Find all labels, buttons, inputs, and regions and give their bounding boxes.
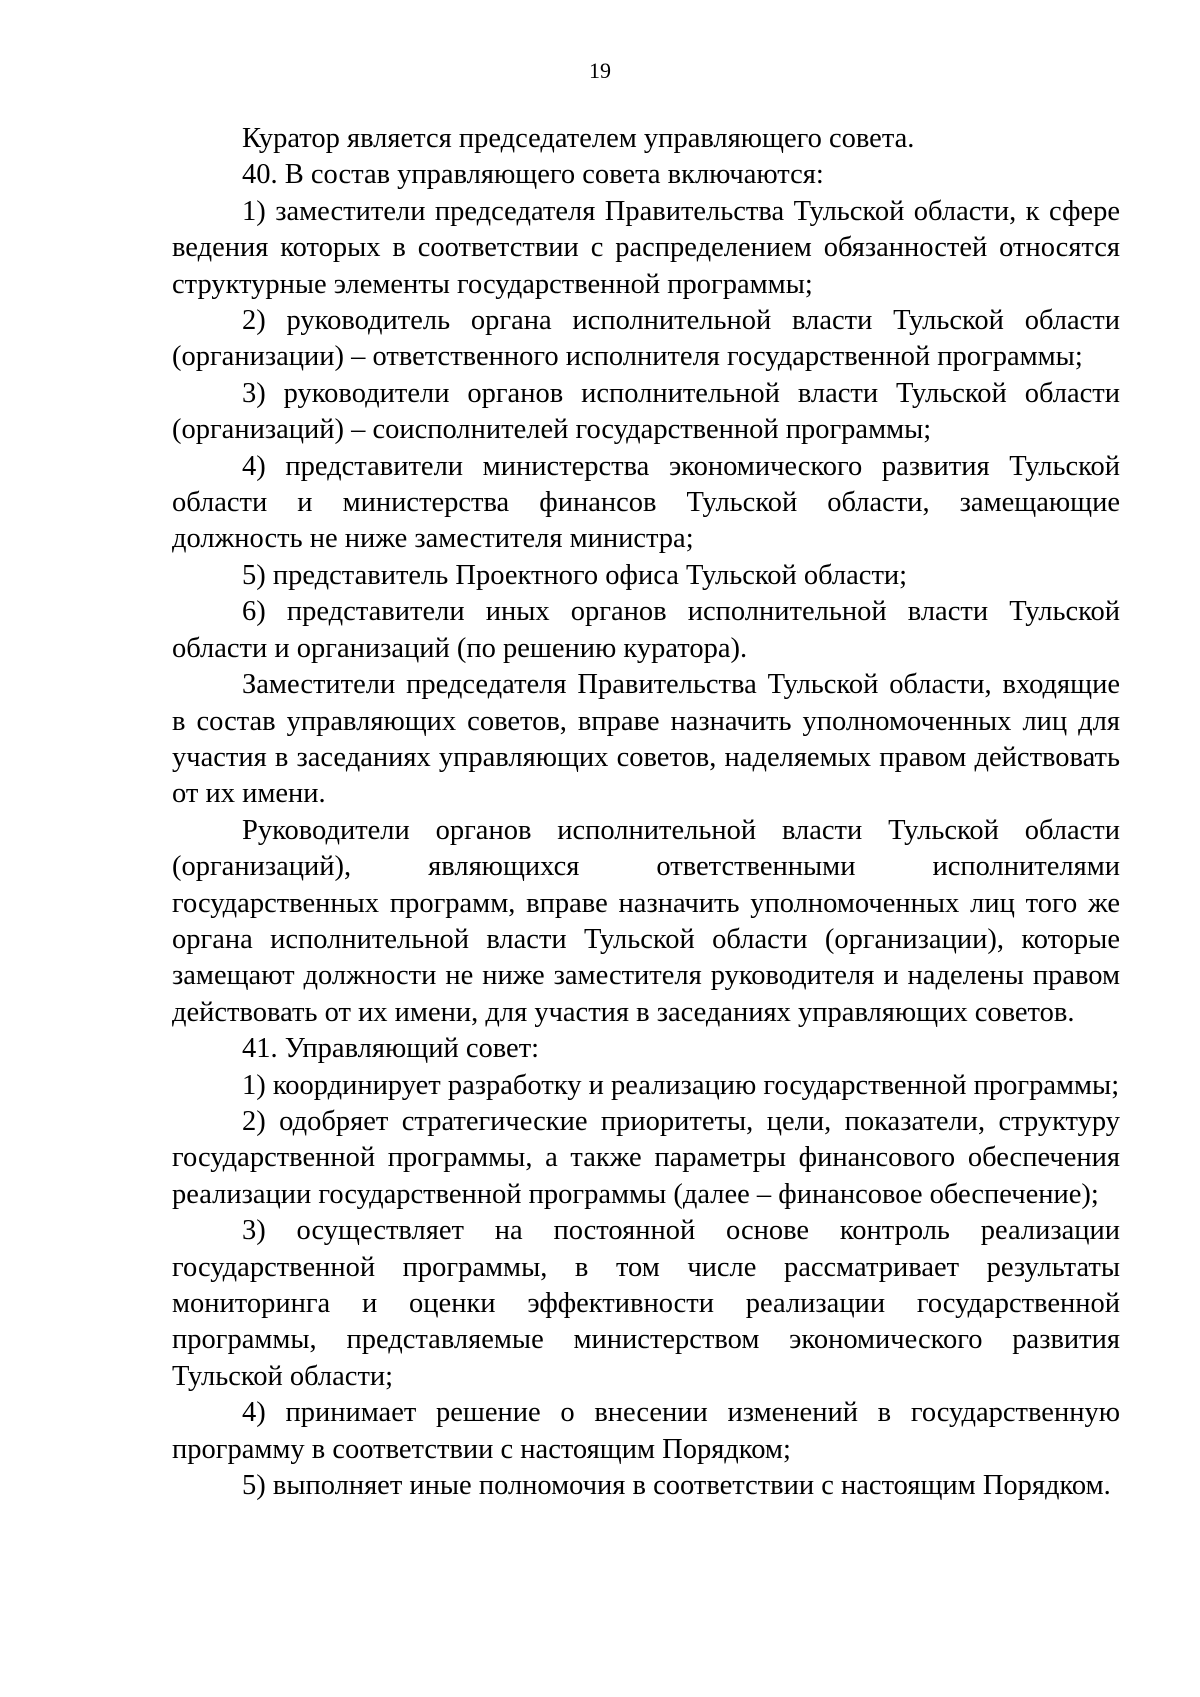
list-item-41-2: 2) одобряет стратегические приоритеты, цели, показатели, структуру государственной программы, а также параметры финансового обеспечения реализации государственной программы (далее – финансовое обеспечение); (172, 1105, 1120, 1210)
list-item-41-4: 4) принимает решение о внесении изменений в государственную программу в соответствии с настоящим Порядком; (172, 1397, 1120, 1465)
paragraph-curator-chair: Куратор является председателем управляющего совета. (242, 123, 915, 154)
list-item-40-6: 6) представители иных органов исполнительной власти Тульской области и организаций (по решению куратора). (172, 596, 1120, 664)
list-item-40-4: 4) представители министерства экономического развития Тульской области и министерства финансов Тульской области, замещающие должность не ниже заместителя министра; (172, 450, 1120, 555)
document-body (172, 121, 1120, 1504)
paragraph-deputies-proxies: Заместители председателя Правительства Тульской области, входящие в состав управляющих советов, вправе назначить уполномоченных лиц для участия в заседаниях управляющих советов, наделяемых правом действовать от их имени. (172, 669, 1120, 810)
paragraph-heads-proxies: Руководители органов исполнительной власти Тульской области (организаций), являющихся ответственными исполнителями государственных программ, вправе назначить уполномоченных лиц того же органа исполнительной власти Тульской области (организации), которые замещают должности не ниже заместителя руководителя и наделены правом действовать от их имени, для участия в заседаниях управляющих советов. (172, 814, 1120, 1028)
list-item-41-1: 1) координирует разработку и реализацию государственной программы; (242, 1069, 1120, 1101)
list-item-41-5: 5) выполняет иные полномочия в соответствии с настоящим Порядком. (242, 1470, 1111, 1502)
list-item-40-2: 2) руководитель органа исполнительной власти Тульской области (организации) – ответственного исполнителя государственной программы; (172, 305, 1120, 373)
page-number: 19 (589, 58, 611, 83)
list-item-40-5: 5) представитель Проектного офиса Тульской области; (242, 559, 908, 591)
paragraph-41-heading: 41. Управляющий совет: (242, 1033, 540, 1065)
paragraph-40-heading: 40. В состав управляющего совета включаются: (242, 159, 824, 191)
list-item-40-1: 1) заместители председателя Правительства Тульской области, к сфере ведения которых в соответствии с распределением обязанностей относятся структурные элементы государственной программы; (172, 195, 1120, 300)
list-item-41-3: 3) осуществляет на постоянной основе контроль реализации государственной программы, в том числе рассматривает результаты мониторинга и оценки эффективности реализации государственной программы, представляемые министерством экономического развития Тульской области; (172, 1215, 1120, 1392)
list-item-40-3: 3) руководители органов исполнительной власти Тульской области (организаций) – соисполнителей государственной программы; (172, 377, 1120, 446)
